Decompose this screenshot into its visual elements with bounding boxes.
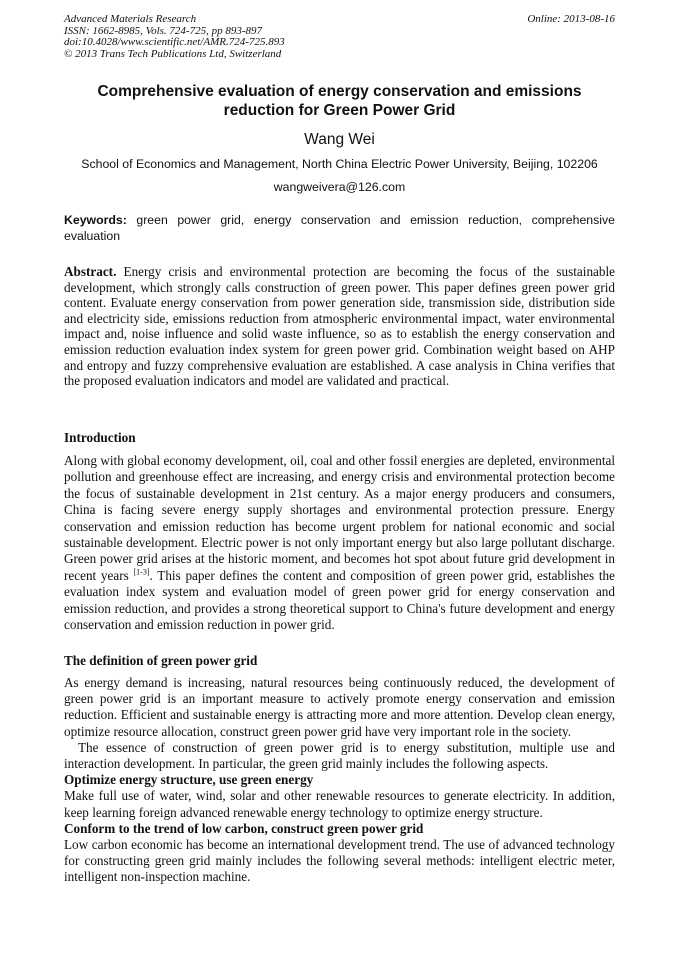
affiliation: School of Economics and Management, North China Electric Power University, Beijing, 102206 <box>81 157 598 171</box>
intro-text-part2: . This paper defines the content and composition of green power grid, establishes the evaluation index system and evaluation model of green power grid for energy conservation and emission reduction, and provides a strong theoretical support to China's future development and energy conservation and emission reduction in power grid. <box>64 567 615 633</box>
definition-section <box>64 675 615 886</box>
intro-text-part1: Along with global economy development, oil, coal and other fossil energies are depleted, environmental pollution and greenhouse effect are increasing, and energy crisis and environmental protection become the focus of sustainable development in 21st century. As a major energy producers and consumers, China is facing severe energy supply shortages and environmental protection pressure. Energy conservation and emission reduction has become urgent problem for national economic and social sustainable development. Electric power is not only important energy but also large pollutant discharge. Green power grid arises at the historic moment, and becomes hot spot about future grid development in recent years <box>64 453 615 583</box>
abstract-text: Energy crisis and environmental protection are becoming the focus of the sustainable development, which strongly calls construction of green power. This paper defines green power grid content. Evaluate energy conservation from power generation side, transmission side, distribution side and electricity side, emissions reduction from atmospheric environmental impact, water environmental impact and, noise influence and solid waste influence, so as to establish the energy conservation and emission reduction evaluation index system for green power grid. Combination weight based on AHP and entropy and fuzzy comprehensive evaluation are established. A case analysis in China verifies that the proposed evaluation indicators and model are validated and practical. <box>64 264 616 389</box>
low-carbon-text: Low carbon economic has become an international development trend. The use of advanced technology for constructing green grid mainly includes the following several methods: intelligent electric meter, intelligent non-inspection machine. <box>64 837 615 885</box>
paper-title: Comprehensive evaluation of energy conservation and emissions reduction for Green Power Grid <box>97 83 582 119</box>
definition-paragraph-2: The essence of construction of green power grid is to energy substitution, multiple use and interaction development. In particular, the green grid mainly includes the following aspects. <box>64 739 615 772</box>
online-date: Online: 2013-08-16 <box>527 13 615 25</box>
issn: ISSN: 1662-8985, Vols. 724-725, pp 893-897 <box>64 24 262 37</box>
doi: doi:10.4028/www.scientific.net/AMR.724-725.893 <box>64 36 285 49</box>
keywords-text: green power grid, energy conservation and emission reduction, comprehensive evaluation <box>64 213 615 243</box>
journal-name: Advanced Materials Research <box>64 13 197 25</box>
introduction-text <box>64 453 615 633</box>
introduction-heading: Introduction <box>64 430 136 445</box>
author-email[interactable]: wangweivera@126.com <box>273 180 406 194</box>
journal-header <box>64 14 615 60</box>
energy-structure-text: Make full use of water, wind, solar and other renewable resources to generate electricity. In addition, keep learning foreign advanced renewable energy technology to optimize energy structure. <box>64 788 615 820</box>
definition-heading: The definition of green power grid <box>64 653 258 668</box>
subheading-energy-structure: Optimize energy structure, use green energy <box>64 772 314 788</box>
keywords <box>64 212 615 244</box>
subheading-low-carbon: Conform to the trend of low carbon, construct green power grid <box>64 820 424 836</box>
abstract-label: Abstract. <box>64 264 117 279</box>
definition-paragraph-1: As energy demand is increasing, natural resources being continuously reduced, the development of green power grid is an important measure to actively promote energy conservation and emission reduction. Efficient and sustainable energy is attracting more and more attention. Develop clean energy, optimize resource allocation, construct green power grid have very important role in the society. <box>64 675 615 739</box>
author: Wang Wei <box>304 131 375 148</box>
copyright: © 2013 Trans Tech Publications Ltd, Switzerland <box>64 47 282 60</box>
abstract <box>64 264 615 389</box>
citation[interactable]: [1-3] <box>133 567 150 577</box>
keywords-label: Keywords: <box>64 213 127 227</box>
